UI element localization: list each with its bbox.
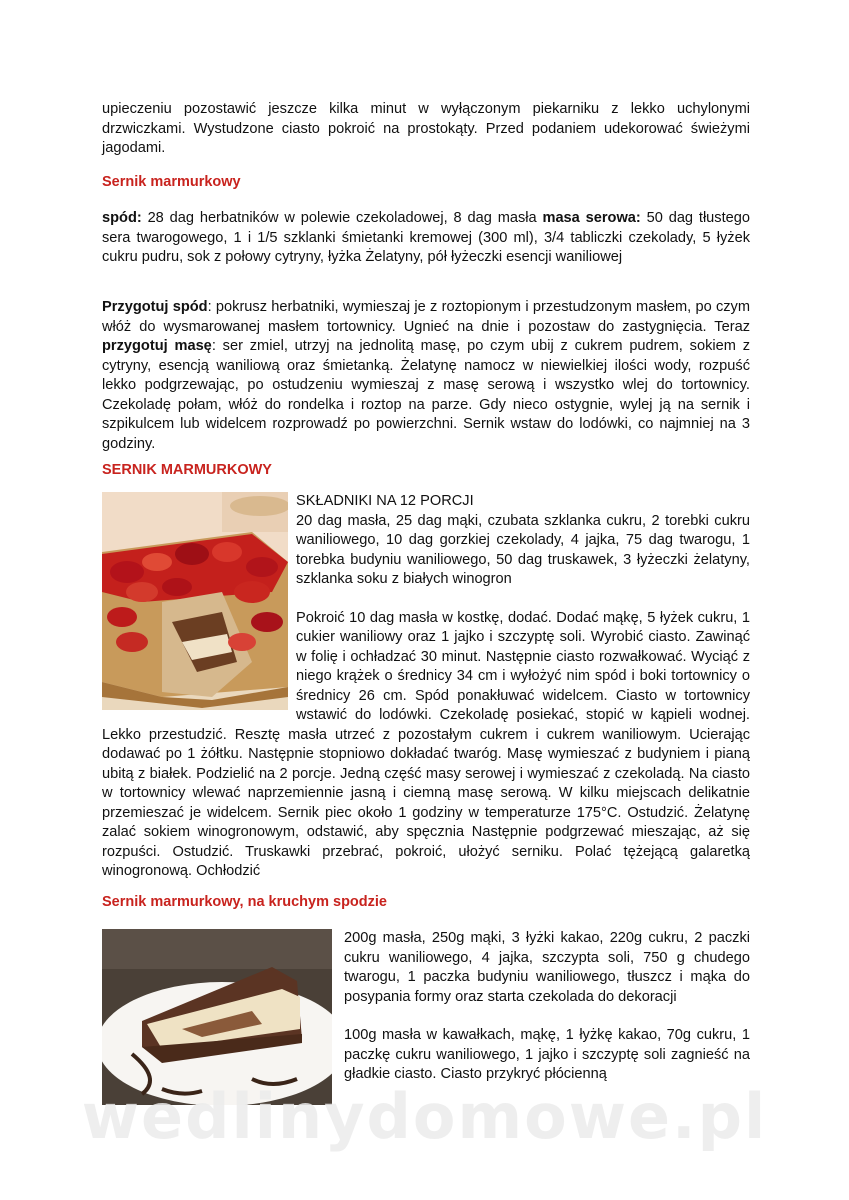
intro-paragraph: upieczeniu pozostawić jeszcze kilka minut w wyłączonym piekarniku z lekko uchylonymi drzwiczkami. Wystudzone ciasto pokroić na prostokąty. Przed podaniem udekorować świeżymi jagodami. bbox=[102, 101, 750, 156]
label-cheese-mass: masa serowa: bbox=[542, 210, 641, 226]
label-prepare-mass: przygotuj masę bbox=[102, 338, 212, 354]
recipe3-title: Sernik marmurkowy, na kruchym spodzie bbox=[102, 894, 387, 910]
ingredients-mass-text: 50 dag tłustego sera twarogowego, 1 i 1/5 szklanki śmietanki kremowej (300 ml), 3/4 tabliczki czekolady, 5 łyżek cukru pudru, sok z połowy cytryny, łyżka Żelatyny, pół łyżeczki esencji waniliowej bbox=[102, 210, 750, 265]
recipe1-preparation bbox=[102, 298, 750, 454]
marble-cheesecake-photo bbox=[102, 929, 332, 1105]
ingredients-base-text: 28 dag herbatników w polewie czekoladowej, 8 dag masła bbox=[141, 210, 543, 226]
recipe3-ingredients: 200g masła, 250g mąki, 3 łyżki kakao, 220g cukru, 2 paczki cukru waniliowego, 4 jajka, szczypta soli, 750 g chudego twarogu, 1 paczka budyniu waniliowego, tłuszcz i mąka do posypania formy oraz starta czekolada do dekoracji bbox=[344, 930, 750, 1005]
prep-text-1: : pokrusz herbatniki, wymieszaj je z roztopionym i przestudzonym masłem, po czym włóż do wysmarowanej masłem tortownicy. Ugnieć na dnie i pozostaw do zastygnięcia. Teraz bbox=[102, 299, 750, 335]
recipe2-servings: SKŁADNIKI NA 12 PORCJI bbox=[296, 493, 474, 509]
recipe2-body bbox=[102, 492, 750, 882]
recipe3-method: 100g masła w kawałkach, mąkę, 1 łyżkę kakao, 70g cukru, 1 paczkę cukru waniliowego, 1 jajko i szczyptę soli zagnieść na gładkie ciasto. Ciasto przykryć płócienną bbox=[344, 1027, 750, 1082]
recipe2-method: Pokroić 10 dag masła w kostkę, dodać. Dodać mąkę, 5 łyżek cukru, 1 cukier waniliowy oraz 1 jajko i szczyptę soli. Wyrobić ciasto. Zawinąć w folię i ochładzać 30 minut. Następnie ciasto rozwałkować. Wyciąć z niego krążek o średnicy 34 cm i wyłożyć nim spód i boki tortownicy o średnicy 26 cm. Spód ponakłuwać widelcem. Ciasto w tortownicy wstawić do lodówki. Czekoladę posiekać, stopić w kąpieli wodnej. Lekko przestudzić. Resztę masła utrzeć z pozostałym cukrem i cukrem waniliowym. Ucierając dodawać po 1 żółtku. Następnie stopniowo dokładać twaróg. Masę wymieszać z budyniem i pianą ubitą z białek. Podzielić na 2 porcje. Jedną część masy serowej i wymieszać z czekoladą. Na ciasto w tortownicy wlewać naprzemiennie jasną i ciemną masę serową. W kilku miejscach delikatnie przemieszać je widelcem. Sernik piec około 1 godziny w temperaturze 175°C. Ostudzić. Żelatynę zalać sokiem winogronowym, odstawić, aby spęcznia Następnie podgrzewać mieszając, aż się rozpuści. Ostudzić. Truskawki przebrać, pokroić, ułożyć serniku. Polać tężejącą galaretką winogronową. Ochłodzić bbox=[102, 609, 750, 879]
recipe2-title: SERNIK MARMURKOWY bbox=[102, 462, 272, 478]
label-prepare-base: Przygotuj spód bbox=[102, 299, 208, 315]
recipe1-title: Sernik marmurkowy bbox=[102, 174, 241, 190]
prep-text-2: : ser zmiel, utrzyj na jednolitą masę, po czym ubij z cukrem pudrem, sokiem z cytryny, esencją waniliową oraz śmietanką. Żelatynę namocz w niewielkiej ilości wody, rozpuść lekko podgrzewając, po ostudzeniu wymieszaj z masę serową i wszystko wlej do tortownicy. Czekoladę połam, włóż do rondelka i roztop na parze. Gdy nieco ostygnie, wylej ją na sernik i szpikulcem lub widelcem rozprowadź po powierzchni. Sernik wstaw do lodówki, co najmniej na 3 godziny. bbox=[102, 338, 751, 452]
recipe3-body bbox=[102, 929, 750, 1105]
label-base: spód: bbox=[102, 210, 142, 226]
recipe1-ingredients bbox=[102, 209, 750, 268]
recipe2-ingredients: 20 dag masła, 25 dag mąki, czubata szklanka cukru, 2 torebki cukru waniliowego, 10 dag gorzkiej czekolady, 4 jajka, 75 dag twarogu, 1 torebka budyniu waniliowego, 50 dag truskawek, 3 łyżeczki żelatyny, szklanka soku z białych winogron bbox=[296, 512, 750, 587]
watermark-text: wedlinydomowe.pl bbox=[81, 1080, 768, 1153]
strawberry-cheesecake-photo bbox=[102, 492, 288, 710]
